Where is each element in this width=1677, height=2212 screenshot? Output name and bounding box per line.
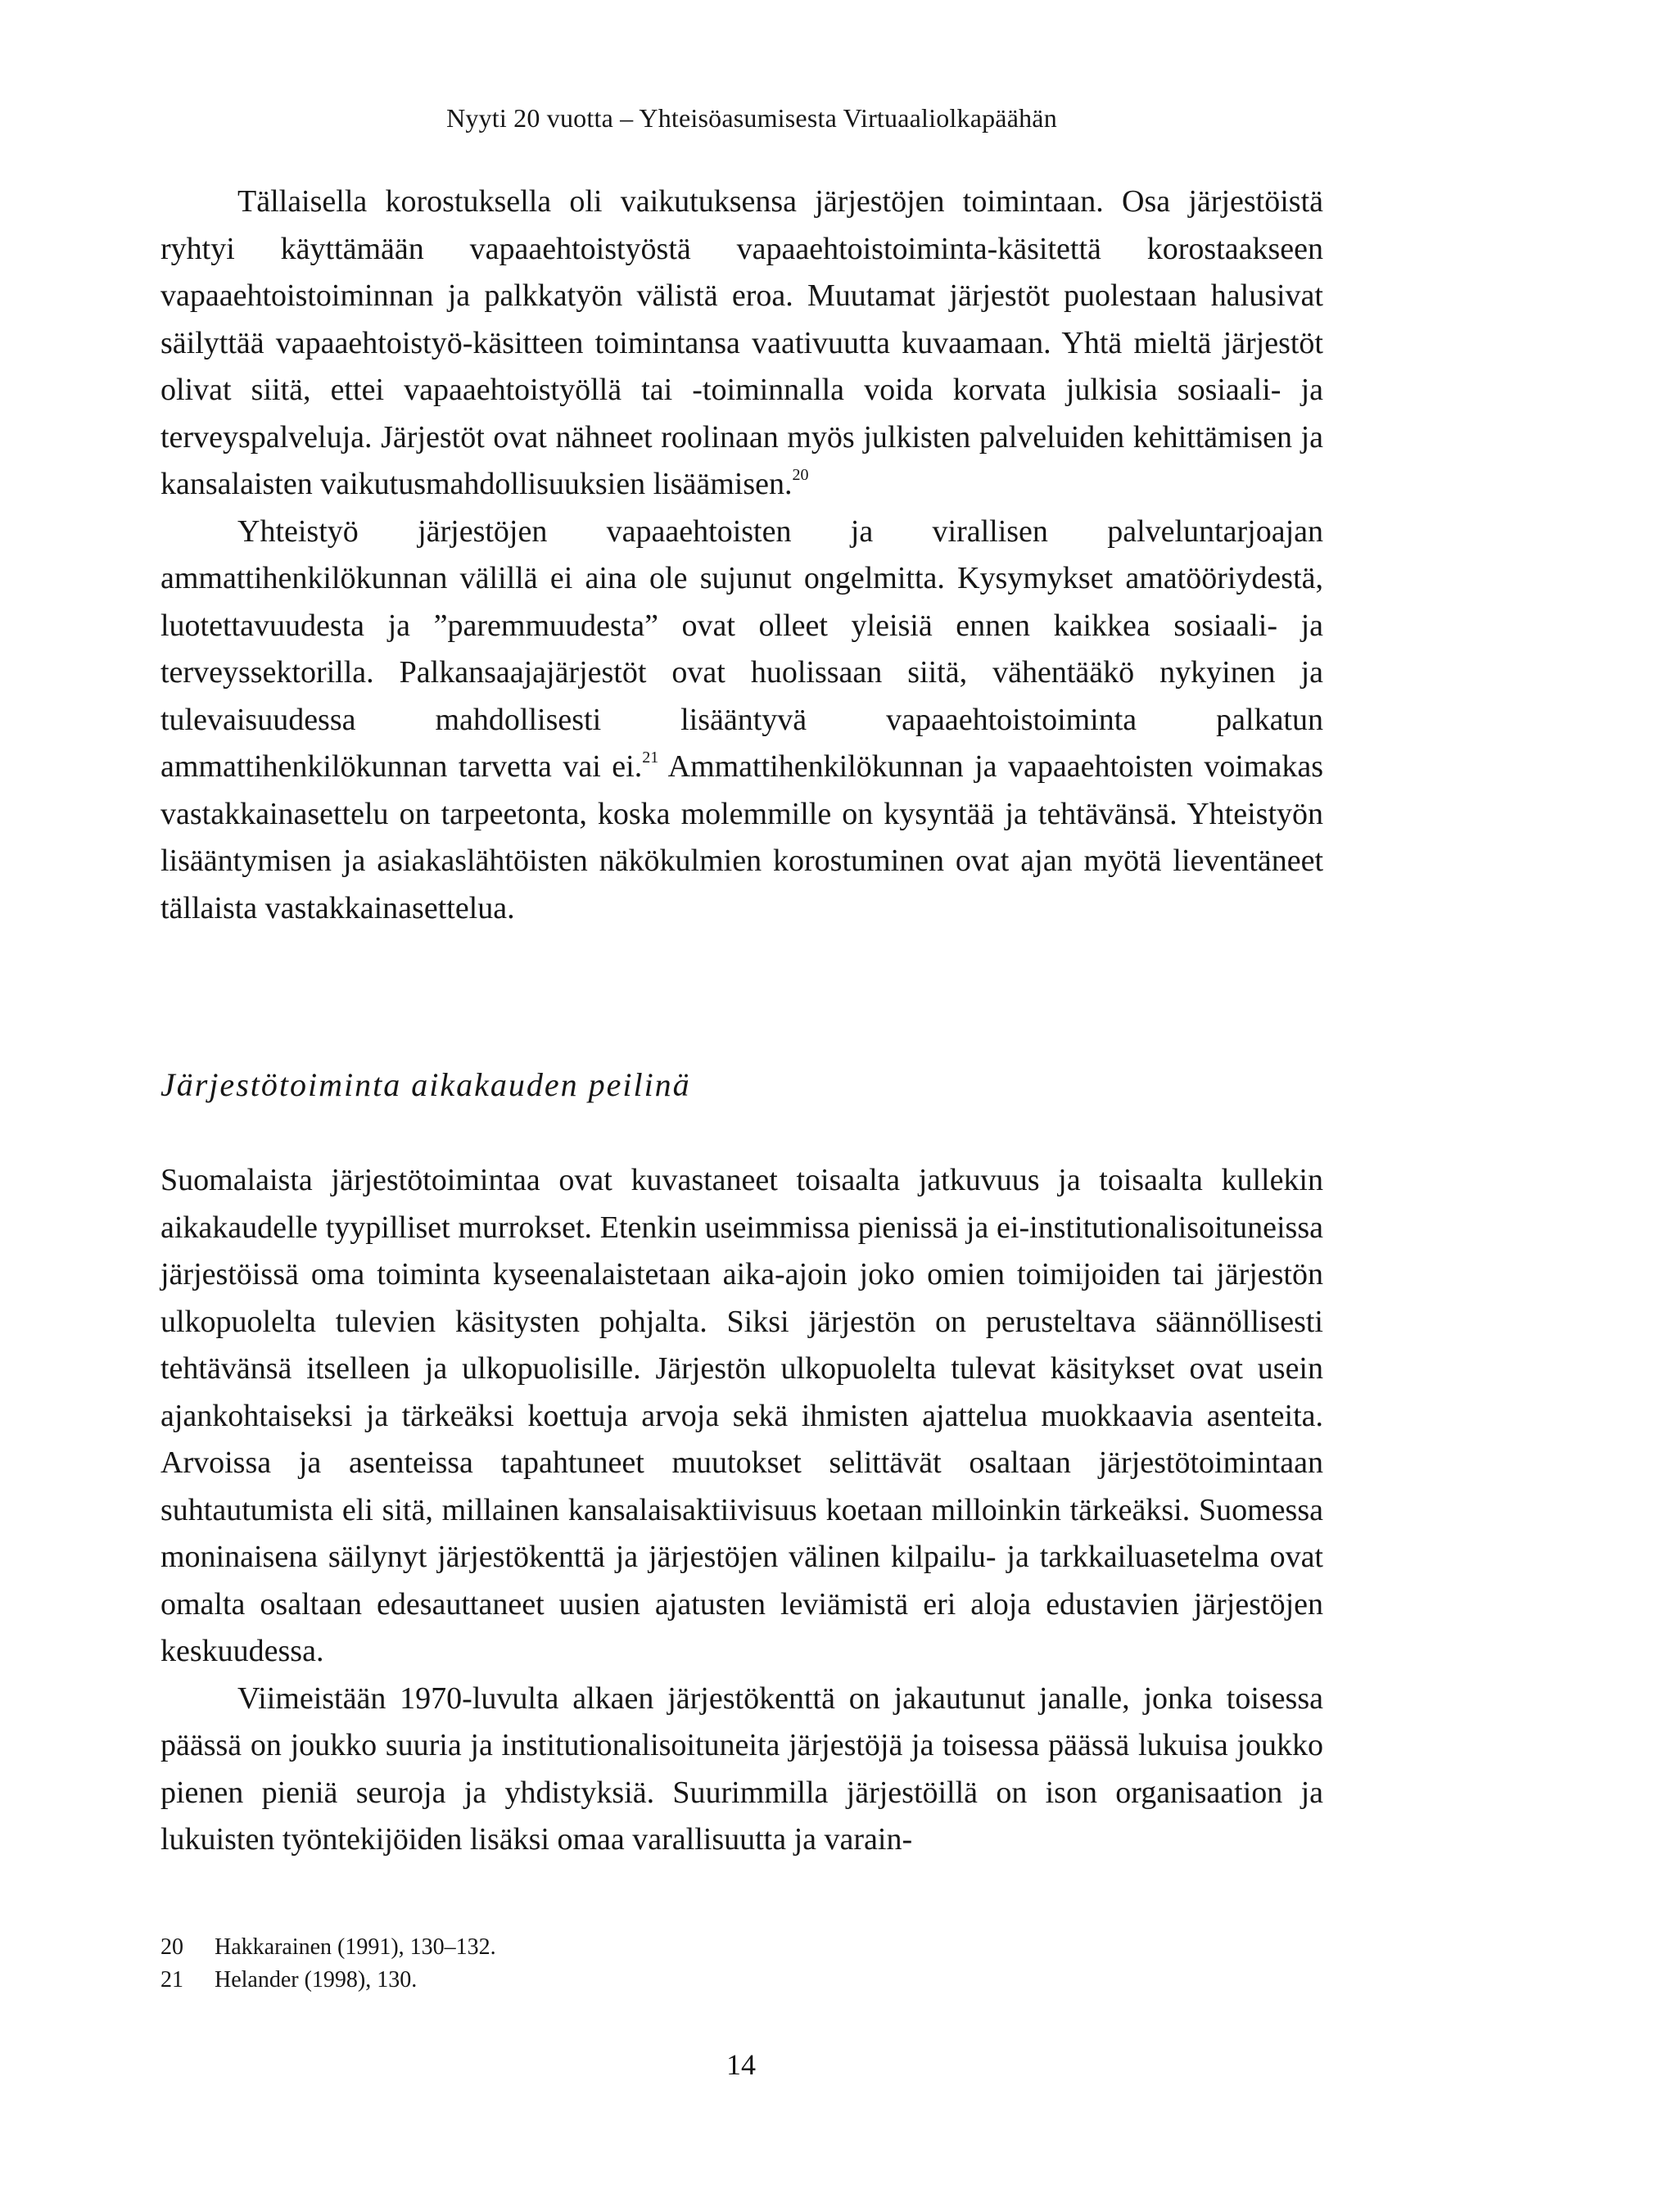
page-number: 14 [726,2048,756,2081]
footnote-ref-20[interactable]: 20 [792,466,809,484]
paragraph-1 [160,179,1323,509]
footnote-number: 20 [160,1934,183,1960]
body-text-section-2 [160,1157,1323,1864]
paragraph-1-text: Tällaisella korostuksella oli vaikutuksensa järjestöjen toimintaan. Osa järjestöistä ryhtyi käyttämään vapaaehtoistyöstä vapaaehtoistoiminta-käsitettä korostaakseen vapaaehtoistoiminnan ja palkkatyön välistä eroa. Muutamat järjestöt puolestaan halusivat säilyttää vapaaehtoistyö-käsitteen toimintansa vaativuutta kuvaamaan. Yhtä mieltä järjestöt olivat siitä, ettei vapaaehtoistyöllä tai -toiminnalla voida korvata julkisia sosiaali- ja terveyspalveluja. Järjestöt ovat nähneet roolinaan myös julkisten palveluiden kehittämisen ja kansalaisten vaikutusmahdollisuuksien lisäämisen. [160,184,1323,501]
footnotes [160,1931,1323,1997]
footnote-text: Hakkarainen (1991), 130–132. [215,1934,496,1960]
footnote-21 [160,1964,1323,1997]
footnote-text: Helander (1998), 130. [215,1967,418,1993]
footnote-number: 21 [160,1967,183,1993]
running-head: Nyyti 20 vuotta – Yhteisöasumisesta Virtuaaliolkapäähän [446,103,1057,133]
footnote-20 [160,1931,1323,1964]
footnote-ref-21[interactable]: 21 [642,749,659,767]
paragraph-3: Suomalaista järjestötoimintaa ovat kuvastaneet toisaalta jatkuvuus ja toisaalta kullekin aikakaudelle tyypilliset murrokset. Etenkin useimmissa pienissä ja ei-institutionalisoituneissa järjestöissä oma toiminta kyseenalaistetaan aika-ajoin joko omien toimijoiden tai järjestön ulkopuolelta tulevien käsitysten pohjalta. Siksi järjestön on perusteltava säännöllisesti tehtävänsä itselleen ja ulkopuolisille. Järjestön ulkopuolelta tulevat käsitykset ovat usein ajankohtaiseksi ja tärkeäksi koettuja arvoja sekä ihmisten ajattelua muokkaavia asenteita. Arvoissa ja asenteissa tapahtuneet muutokset selittävät osaltaan järjestötoimintaan suhtautumista eli sitä, millainen kansalaisaktiivisuus koetaan milloinkin tärkeäksi. Suomessa moninaisena säilynyt järjestökenttä ja järjestöjen välinen kilpailu- ja tarkkailuasetelma ovat omalta osaltaan edesauttaneet uusien ajatusten leviämistä eri aloja edustavien järjestöjen keskuudessa. [160,1163,1323,1668]
section-heading: Järjestötoiminta aikakauden peilinä [160,1066,691,1103]
body-text-section-1 [160,179,1323,932]
paragraph-2 [160,509,1323,933]
paragraph-2-text-b: Ammattihenkilökunnan ja vapaaehtoisten voimakas vastakkainasettelu on tarpeetonta, koska molemmille on kysyntää ja tehtävänsä. Yhteistyön lisääntymisen ja asiakaslähtöisten näkökulmien korostuminen ovat ajan myötä lieventäneet tällaista vastakkainasettelua. [160,749,1323,925]
paragraph-4: Viimeistään 1970-luvulta alkaen järjestökenttä on jakautunut janalle, jonka toisessa päässä on joukko suuria ja institutionalisoituneita järjestöjä ja toisessa päässä lukuisa joukko pienen pieniä seuroja ja yhdistyksiä. Suurimmilla järjestöillä on ison organisaation ja lukuisten työntekijöiden lisäksi omaa varallisuutta ja varain- [160,1680,1323,1857]
paragraph-2-text-a: Yhteistyö järjestöjen vapaaehtoisten ja virallisen palveluntarjoajan ammattihenkilökunnan välillä ei aina ole sujunut ongelmitta. Kysymykset amatööriydestä, luotettavuudesta ja ”paremmuudesta” ovat olleet yleisiä ennen kaikkea sosiaali- ja terveyssektorilla. Palkansaajajärjestöt ovat huolissaan siitä, vähentääkö nykyinen ja tulevaisuudessa mahdollisesti lisääntyvä vapaaehtoistoiminta palkatun ammattihenkilökunnan tarvetta vai ei. [160,513,1323,784]
